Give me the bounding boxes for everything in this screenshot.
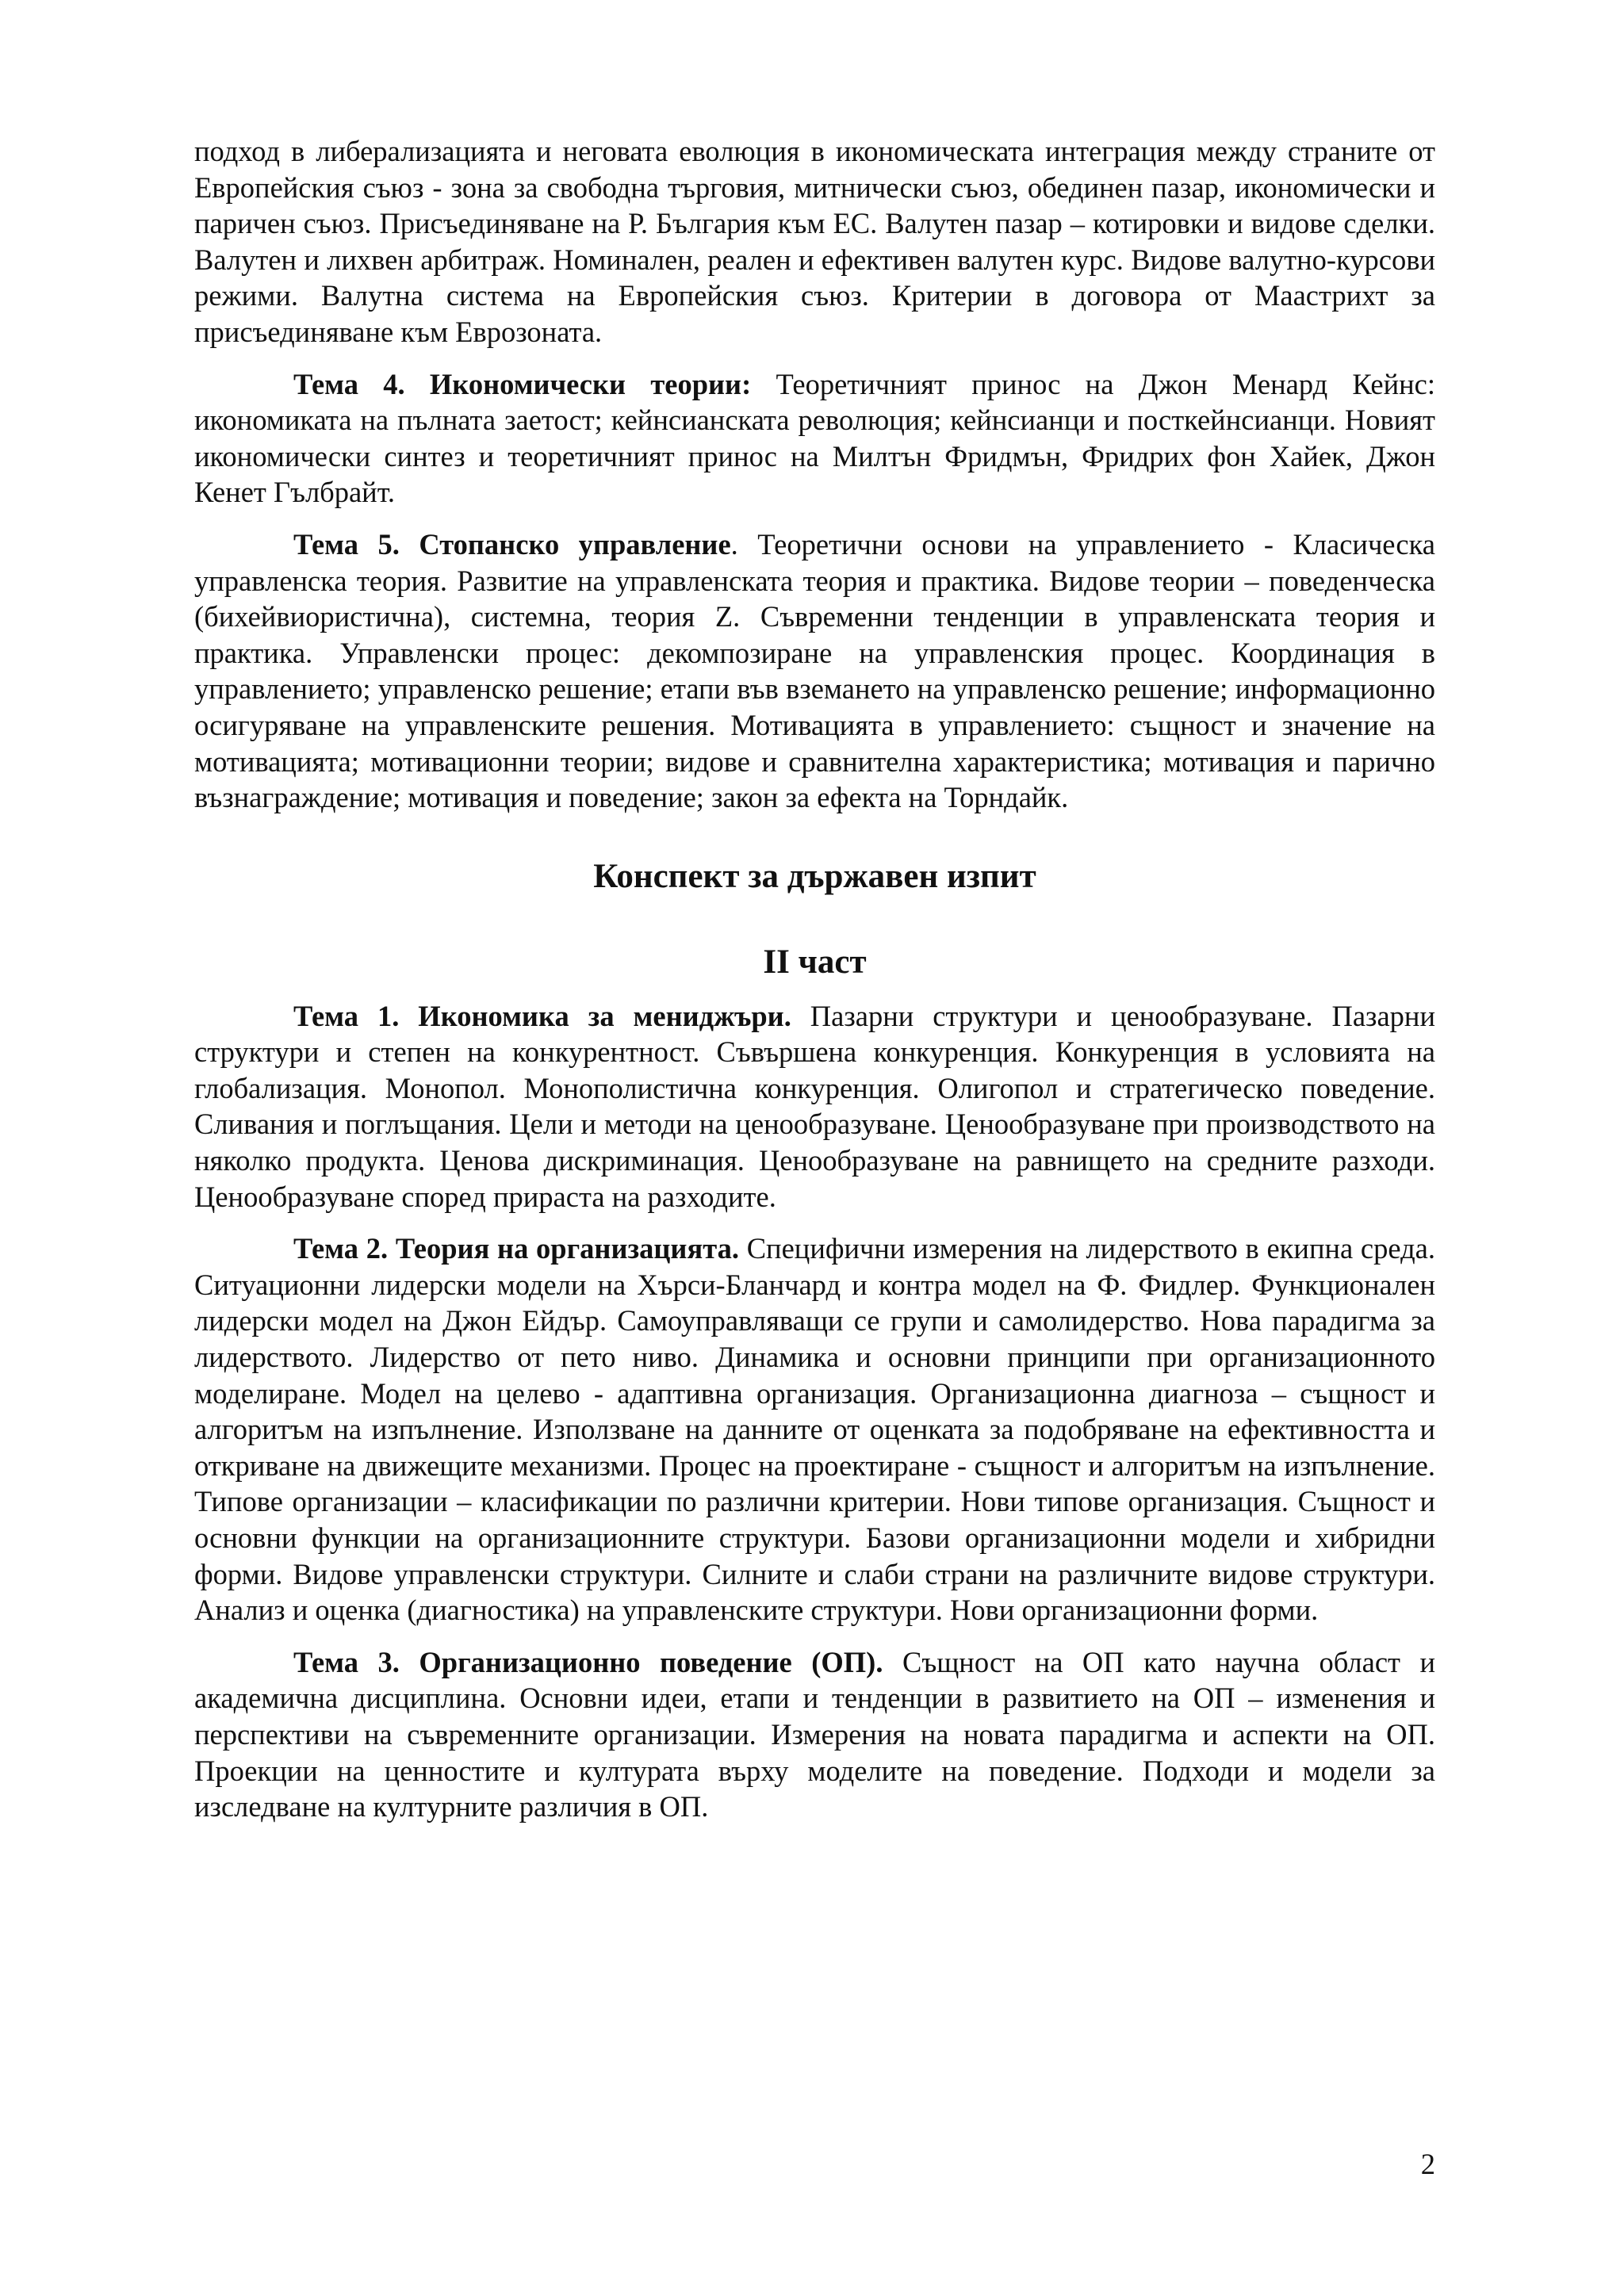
exam-syllabus-heading: Конспект за държавен изпит bbox=[593, 857, 1036, 895]
document-page bbox=[194, 133, 1435, 1841]
topic-4-title: Тема 4. Икономически теории: bbox=[293, 367, 752, 400]
topic-4-paragraph bbox=[194, 366, 1435, 511]
part-two-heading: II част bbox=[763, 943, 867, 981]
intro-paragraph: подход в либерализацията и неговата еволюция в икономическата интеграция между страните от Европейския съюз - зона за свободна търговия, митнически съюз, обединен пазар, икономически и паричен съюз. Присъединяване на Р. България към ЕС. Валутен пазар – котировки и видове сделки. Валутен и лихвен арбитраж. Номинален, реален и ефективен валутен курс. Видове валутно-курсови режими. Валутна система на Европейския съюз. Критерии в договора от Маастрихт за присъединяване към Еврозоната. bbox=[194, 135, 1435, 348]
part2-topic-2-paragraph bbox=[194, 1230, 1435, 1628]
part2-topic-2-text: Специфични измерения на лидерството в екипна среда. Ситуационни лидерски модели на Хърси-Бланчард и контра модел на Ф. Фидлер. Функционален лидерски модел на Джон Ейдър. Самоуправляващи се групи и самолидерство. Нова парадигма за лидерството. Лидерство от пето ниво. Динамика и основни принципи при организационното моделиране. Модел на целево - адаптивна организация. Организационна диагноза – същност и алгоритъм на изпълнение. Използване на данните от оценката за подобряване на ефективността и откриване на движещите механизми. Процес на проектиране - същност и алгоритъм на изпълнение. Типове организации – класификации по различни критерии. Нови типове организация. Същност и основни функции на организационните структури. Базови организационни модели и хибридни форми. Видове управленски структури. Силните и слаби страни на различните видове структури. Анализ и оценка (диагностика) на управленските структури. Нови организационни форми. bbox=[194, 1232, 1436, 1627]
part2-topic-1-title: Тема 1. Икономика за мениджъри. bbox=[293, 999, 791, 1032]
part2-topic-2-title: Тема 2. Теория на организацията. bbox=[293, 1232, 739, 1265]
part2-topic-1-paragraph bbox=[194, 998, 1435, 1215]
part2-topic-3-paragraph bbox=[194, 1644, 1435, 1825]
page-number: 2 bbox=[1420, 2148, 1435, 2180]
topic-5-paragraph bbox=[194, 526, 1435, 816]
part2-topic-1-text: Пазарни структури и ценообразуване. Пазарни структури и степен на конкурентност. Съвършена конкуренция. Конкуренция в условията на глобализация. Монопол. Монополистична конкуренция. Олигопол и стратегическо поведение. Сливания и поглъщания. Цели и методи на ценообразуване. Ценообразуване при производството на няколко продукта. Ценова дискриминация. Ценообразуване на равнището на средните разходи. Ценообразуване според прираста на разходите. bbox=[194, 999, 1435, 1213]
topic-5-title: Тема 5. Стопанско управление bbox=[293, 527, 731, 561]
topic-5-text: . Теоретични основи на управлението - Класическа управленска теория. Развитие на управленската теория и практика. Видове теории – поведенческа (бихейвиористична), системна, теория Z. Съвременни тенденции в управленската теория и практика. Управленски процес: декомпозиране на управленския процес. Координация в управлението; управленско решение; етапи във вземането на управленско решение; информационно осигуряване на управленските решения. Мотивацията в управлението: същност и значение на мотивацията; мотивационни теории; видове и сравнителна характеристика; мотивация и парично възнаграждение; мотивация и поведение; закон за ефекта на Торндайк. bbox=[194, 527, 1435, 814]
topic-4-text: Теоретичният принос на Джон Менард Кейнс: икономиката на пълната заетост; кейнсианската революция; кейнсианци и посткейнсианци. Новият икономически синтез и теоретичният принос на Милтън Фридмън, Фридрих фон Хайек, Джон Кенет Гълбрайт. bbox=[194, 367, 1435, 509]
part2-topic-3-text: Същност на ОП като научна област и академична дисциплина. Основни идеи, етапи и тенденции в развитието на ОП – изменения и перспективи на съвременните организации. Измерения на новата парадигма и аспекти на ОП. Проекции на ценностите и културата върху моделите на поведение. Подходи и модели за изследване на културните различия в ОП. bbox=[194, 1645, 1436, 1823]
part2-topic-3-title: Тема 3. Организационно поведение (ОП). bbox=[293, 1645, 883, 1678]
